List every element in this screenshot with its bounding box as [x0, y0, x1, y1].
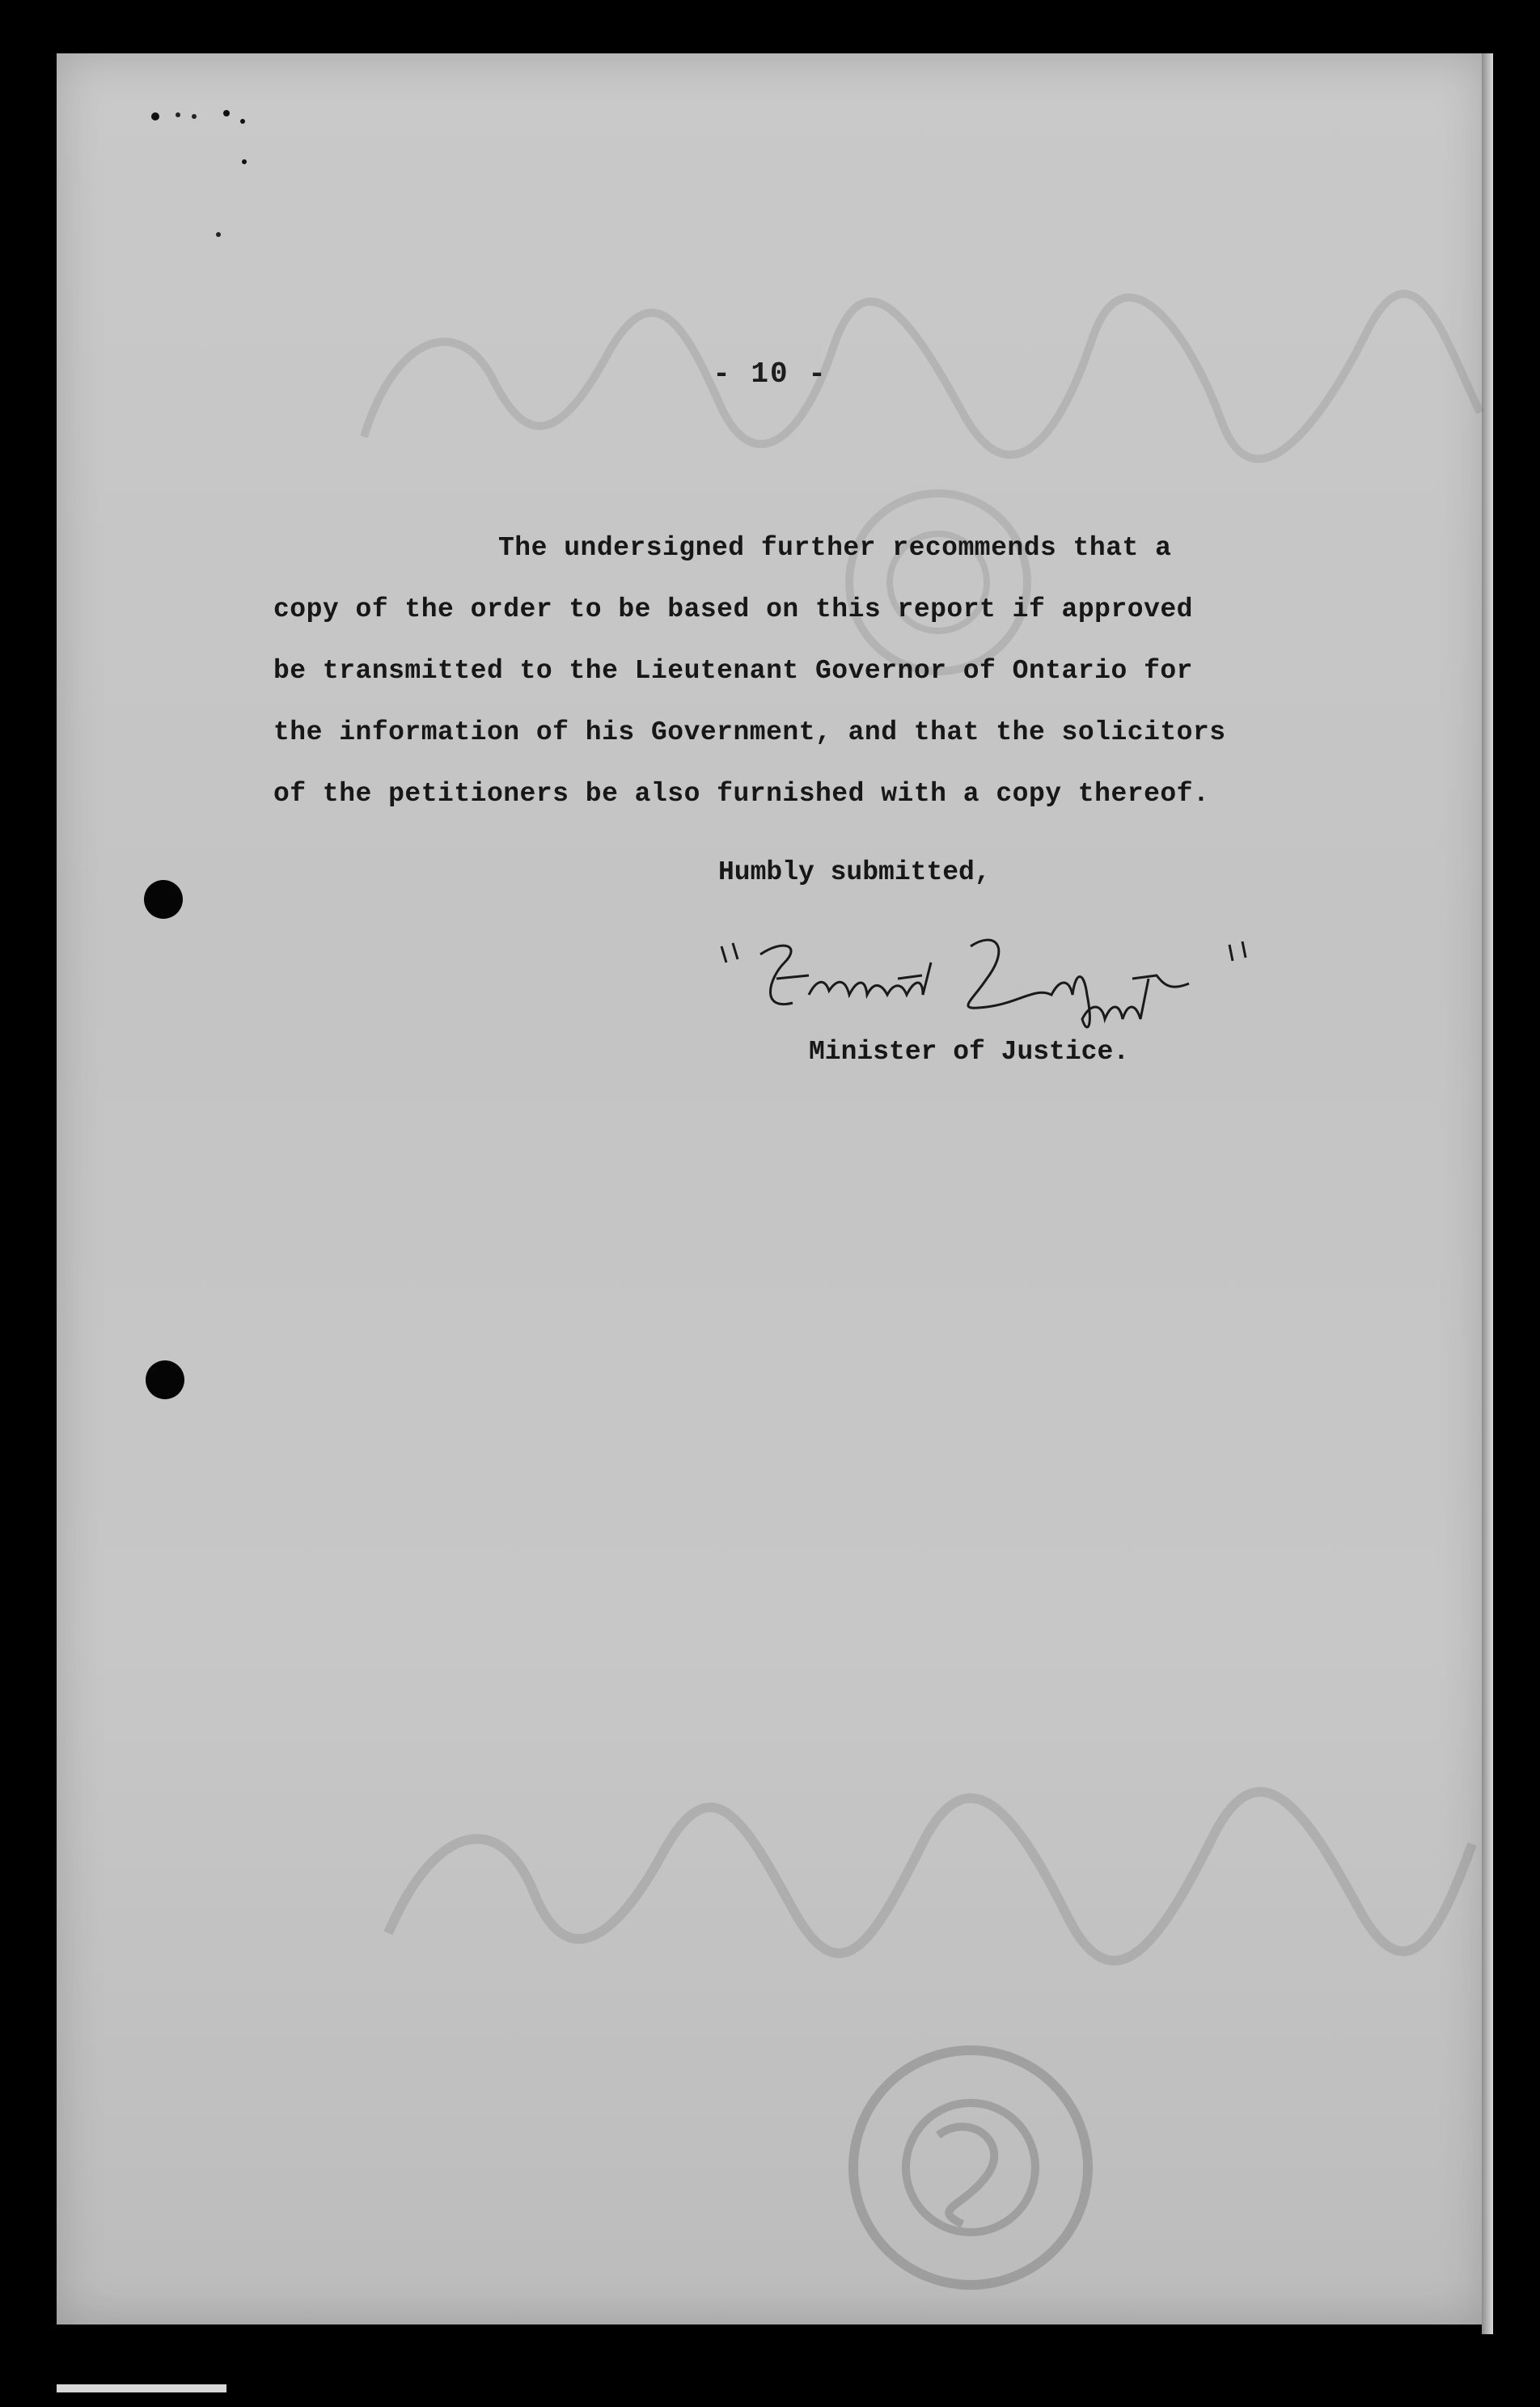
- punch-hole-top: [144, 880, 183, 919]
- scan-strip: [57, 2384, 226, 2392]
- body-line: of the petitioners be also furnished with a copy thereof.: [273, 779, 1210, 809]
- body-line: copy of the order to be based on this report if approved: [273, 594, 1193, 624]
- signer-title: Minister of Justice.: [809, 1037, 1130, 1067]
- watermark-script-graphic-2: [372, 1771, 1488, 1982]
- ink-specks: [146, 105, 259, 251]
- body-paragraph: [273, 518, 1390, 825]
- body-line: the information of his Government, and that the solicitors: [273, 717, 1226, 747]
- watermark-bottom: [372, 1771, 1488, 1982]
- seal-icon-bottom: [825, 2038, 1116, 2297]
- handwritten-signature: [712, 922, 1294, 1043]
- body-line: be transmitted to the Lieutenant Governor of Ontario for: [273, 656, 1193, 686]
- body-line: The undersigned further recommends that a: [498, 533, 1172, 563]
- page-number: - 10 -: [713, 357, 827, 391]
- closing-line: Humbly submitted,: [718, 857, 991, 887]
- punch-hole-bottom: [146, 1360, 184, 1399]
- watermark-seal-bottom: [825, 2038, 1116, 2297]
